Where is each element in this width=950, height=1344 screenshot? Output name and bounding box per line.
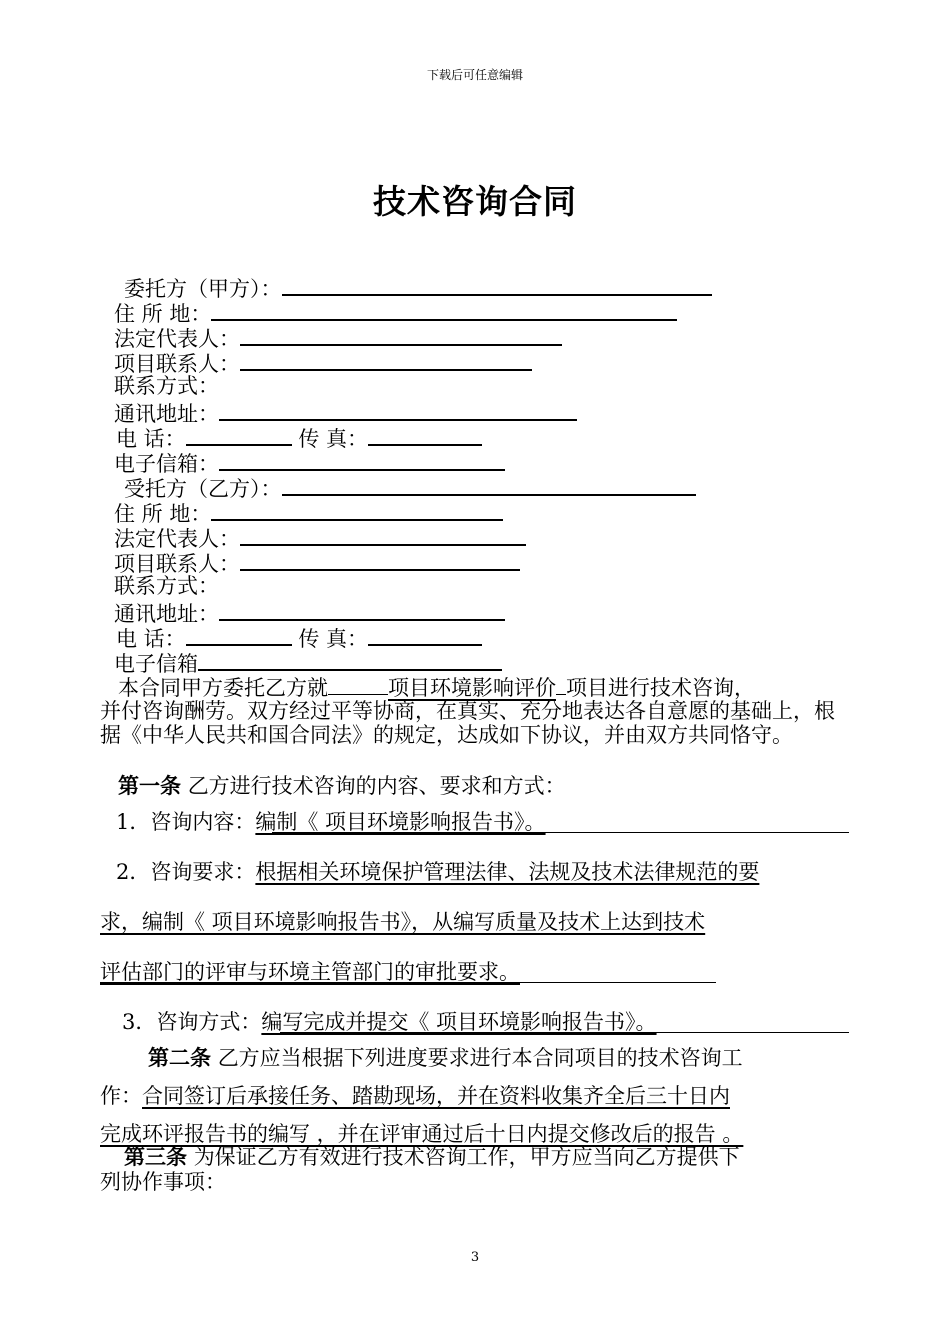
party-a-phone-label: 电 话： — [116, 427, 186, 451]
article3-heading-row — [124, 1145, 740, 1169]
party-a-legal-rep-field[interactable] — [240, 324, 562, 346]
article2-line2-label: 作： — [100, 1084, 142, 1108]
party-b-name-field[interactable] — [282, 474, 696, 496]
party-b-mail-label: 通讯地址： — [114, 602, 219, 626]
intro-before: 本合同甲方委托乙方就 — [118, 676, 328, 700]
article1-item2-line1: 根据相关环境保护管理法律、法规及技术法律规范的要 — [255, 860, 760, 884]
article1-heading-row — [118, 774, 566, 798]
article1-item1-value: 编制《 项目环境影响报告书》。 — [255, 810, 546, 834]
party-b-mail-field[interactable] — [219, 599, 505, 621]
party-a-contact-person-label: 项目联系人： — [114, 352, 240, 376]
party-b-contact-person-label: 项目联系人： — [114, 552, 240, 576]
party-b-address-label: 住 所 地： — [114, 502, 212, 526]
header-note: 下载后可任意编辑 — [426, 68, 523, 82]
party-a-contact-person-row — [114, 349, 532, 376]
party-a-row — [124, 274, 712, 301]
article1-text: 乙方进行技术咨询的内容、要求和方式： — [187, 774, 566, 798]
intro-body: 并付咨询酬劳。双方经过平等协商，在真实、充分地表达各自意愿的基础上，根据《中华人民共和国合同法》的规定，达成如下协议，并由双方共同恪守。 — [100, 699, 835, 747]
party-b-address-field[interactable] — [211, 499, 503, 521]
party-a-fax-label: 传 真： — [298, 427, 369, 451]
party-b-contact-method-label: 联系方式： — [114, 574, 219, 598]
party-a-contact-method-label: 联系方式： — [114, 374, 219, 398]
intro-after: 项目进行技术咨询， — [566, 676, 755, 700]
party-b-email-row — [114, 649, 502, 676]
intro-project: 项目环境影响评价 — [388, 676, 556, 700]
party-b-fax-field[interactable] — [368, 624, 482, 646]
article1-item2-line2: 求，编制《 项目环境影响报告书》，从编写质量及技术上达到技术 — [100, 910, 706, 934]
intro-first-line — [118, 674, 755, 700]
article2-heading-row — [148, 1046, 743, 1070]
party-b-contact-person-field[interactable] — [240, 549, 520, 571]
article2-heading: 第二条 — [148, 1045, 211, 1070]
party-b-email-label: 电子信箱 — [114, 652, 198, 676]
party-b-phone-label: 电 话： — [116, 627, 186, 651]
party-a-email-field[interactable] — [219, 449, 505, 471]
party-a-legal-rep-row — [114, 324, 562, 351]
article3-line2: 列协作事项： — [100, 1170, 226, 1194]
party-b-address-row — [114, 499, 503, 526]
party-a-name-field[interactable] — [282, 274, 712, 296]
party-a-mail-field[interactable] — [219, 399, 577, 421]
article1-item2-line3: 评估部门的评审与环境主管部门的审批要求。 — [100, 960, 520, 984]
party-b-contact-person-row — [114, 549, 520, 576]
party-a-fax-field[interactable] — [368, 424, 482, 446]
party-b-row — [124, 474, 696, 501]
party-b-legal-rep-field[interactable] — [240, 524, 526, 546]
party-b-fax-label: 传 真： — [298, 627, 369, 651]
article3-heading: 第三条 — [124, 1144, 187, 1169]
document-title: 技术咨询合同 — [373, 182, 577, 221]
article1-item3-value: 编写完成并提交《 项目环境影响报告书》。 — [261, 1010, 657, 1034]
article1-item3-label: 3．咨询方式： — [122, 1010, 262, 1034]
party-b-email-field[interactable] — [198, 649, 502, 671]
page-number: 3 — [470, 1250, 480, 1265]
article1-item2-underline — [100, 982, 716, 983]
party-a-contact-person-field[interactable] — [240, 349, 532, 371]
party-a-mail-row — [114, 399, 577, 426]
party-a-legal-rep-label: 法定代表人： — [114, 327, 240, 351]
party-a-address-row — [114, 299, 677, 326]
party-a-label: 委托方（甲方）： — [124, 277, 282, 301]
article2-line2 — [100, 1084, 730, 1108]
party-b-legal-rep-row — [114, 524, 526, 551]
article1-item1-label: 1．咨询内容： — [116, 810, 256, 834]
party-b-label: 受托方（乙方）： — [124, 477, 282, 501]
party-a-address-label: 住 所 地： — [114, 302, 212, 326]
article1-heading: 第一条 — [118, 773, 181, 798]
article1-item3 — [122, 1010, 657, 1034]
article1-item1-underline — [272, 832, 849, 833]
party-b-legal-rep-label: 法定代表人： — [114, 527, 240, 551]
article1-item3-underline — [280, 1032, 849, 1033]
party-a-phone-fax-row — [116, 424, 482, 451]
party-a-email-label: 电子信箱： — [114, 452, 219, 476]
article1-item2 — [116, 860, 759, 884]
party-a-email-row — [114, 449, 505, 476]
party-a-address-field[interactable] — [211, 299, 677, 321]
article2-line2-value: 合同签订后承接任务、踏勘现场，并在资料收集齐全后三十日内 — [142, 1084, 730, 1108]
article1-item2-label: 2．咨询要求： — [116, 860, 256, 884]
party-b-phone-fax-row — [116, 624, 482, 651]
article2-line3: 完成环评报告书的编写 ，并在评审通过后十日内提交修改后的报告 。 — [100, 1122, 744, 1146]
party-a-phone-field[interactable] — [186, 424, 292, 446]
party-a-mail-label: 通讯地址： — [114, 402, 219, 426]
article2-line1: 乙方应当根据下列进度要求进行本合同项目的技术咨询工 — [217, 1046, 743, 1070]
party-b-mail-row — [114, 599, 505, 626]
party-b-phone-field[interactable] — [186, 624, 292, 646]
article1-item1 — [116, 810, 546, 834]
article3-line1: 为保证乙方有效进行技术咨询工作，甲方应当向乙方提供下 — [193, 1145, 740, 1169]
